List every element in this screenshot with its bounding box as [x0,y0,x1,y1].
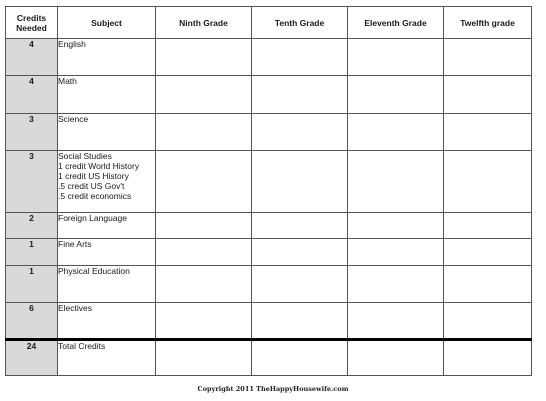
ninth-grade-entry-cell[interactable] [156,266,252,303]
tenth-grade-entry-cell[interactable] [252,303,348,340]
tenth-grade-entry-cell[interactable] [252,39,348,76]
table-row [6,39,532,76]
subject-detail-line: .5 credit economics [58,191,132,201]
credits-needed-cell: 4 [6,39,58,76]
table-row [6,151,532,213]
subject-label: Math [58,76,77,86]
total-row [6,340,532,376]
ninth-grade-entry-cell[interactable] [156,114,252,151]
tenth-grade-entry-cell[interactable] [252,76,348,114]
eleventh-grade-entry-cell[interactable] [348,266,444,303]
credits-needed-cell: 1 [6,239,58,266]
subject-cell [58,114,156,151]
table-row [6,114,532,151]
twelfth-grade-entry-cell[interactable] [444,266,532,303]
ninth-grade-entry-cell[interactable] [156,76,252,114]
twelfth-grade-entry-cell[interactable] [444,39,532,76]
total-credits-value: 24 [6,340,58,376]
twelfth-grade-entry-cell[interactable] [444,76,532,114]
table-row [6,239,532,266]
subject-label: Foreign Language [58,213,128,223]
subject-detail-line: 1 credit US History [58,171,129,181]
credits-needed-cell: 1 [6,266,58,303]
ninth-grade-entry-cell[interactable] [156,39,252,76]
credits-needed-cell: 6 [6,303,58,340]
subject-cell [58,151,156,213]
subject-label: Social Studies [58,151,112,161]
subject-label: Physical Education [58,266,130,276]
credits-needed-cell: 3 [6,151,58,213]
subject-label: Fine Arts [58,239,92,249]
eleventh-grade-header: Eleventh Grade [348,7,444,39]
copyright-footer: Copyright 2011 TheHappyHousewife.com [197,385,349,393]
eleventh-grade-entry-cell[interactable] [348,39,444,76]
subject-cell [58,266,156,303]
subject-detail-line: 1 credit World History [58,161,140,171]
eleventh-grade-entry-cell[interactable] [348,239,444,266]
eleventh-grade-entry-cell[interactable] [348,340,444,376]
twelfth-grade-entry-cell[interactable] [444,114,532,151]
subject-label: English [58,39,86,49]
tenth-grade-entry-cell[interactable] [252,239,348,266]
ninth-grade-header: Ninth Grade [156,7,252,39]
header-row [6,7,532,39]
subject-label: Science [58,114,89,124]
eleventh-grade-entry-cell[interactable] [348,114,444,151]
tenth-grade-entry-cell[interactable] [252,114,348,151]
eleventh-grade-entry-cell[interactable] [348,213,444,239]
twelfth-grade-entry-cell[interactable] [444,151,532,213]
credits-needed-cell: 3 [6,114,58,151]
table-row [6,266,532,303]
subject-cell [58,76,156,114]
subject-label: Total Credits [58,341,106,351]
table-row [6,76,532,114]
tenth-grade-entry-cell[interactable] [252,213,348,239]
eleventh-grade-entry-cell[interactable] [348,303,444,340]
twelfth-grade-entry-cell[interactable] [444,213,532,239]
ninth-grade-entry-cell[interactable] [156,213,252,239]
ninth-grade-entry-cell[interactable] [156,303,252,340]
subject-cell [58,39,156,76]
ninth-grade-entry-cell[interactable] [156,151,252,213]
twelfth-grade-entry-cell[interactable] [444,239,532,266]
eleventh-grade-entry-cell[interactable] [348,76,444,114]
credits-needed-cell: 4 [6,76,58,114]
subject-cell [58,213,156,239]
tenth-grade-entry-cell[interactable] [252,340,348,376]
credits-needed-header: Credits Needed [6,7,58,39]
tenth-grade-header: Tenth Grade [252,7,348,39]
total-credits-label [58,340,156,376]
eleventh-grade-entry-cell[interactable] [348,151,444,213]
ninth-grade-entry-cell[interactable] [156,340,252,376]
table-row [6,303,532,340]
twelfth-grade-entry-cell[interactable] [444,340,532,376]
subject-detail-line: .5 credit US Gov't [58,181,125,191]
subject-cell [58,303,156,340]
twelfth-grade-header: Twelfth grade [444,7,532,39]
tenth-grade-entry-cell[interactable] [252,151,348,213]
credits-needed-cell: 2 [6,213,58,239]
credits-table [5,6,532,376]
ninth-grade-entry-cell[interactable] [156,239,252,266]
subject-label: Electives [58,303,93,313]
subject-cell [58,239,156,266]
table-row [6,213,532,239]
tenth-grade-entry-cell[interactable] [252,266,348,303]
subject-header: Subject [58,7,156,39]
twelfth-grade-entry-cell[interactable] [444,303,532,340]
